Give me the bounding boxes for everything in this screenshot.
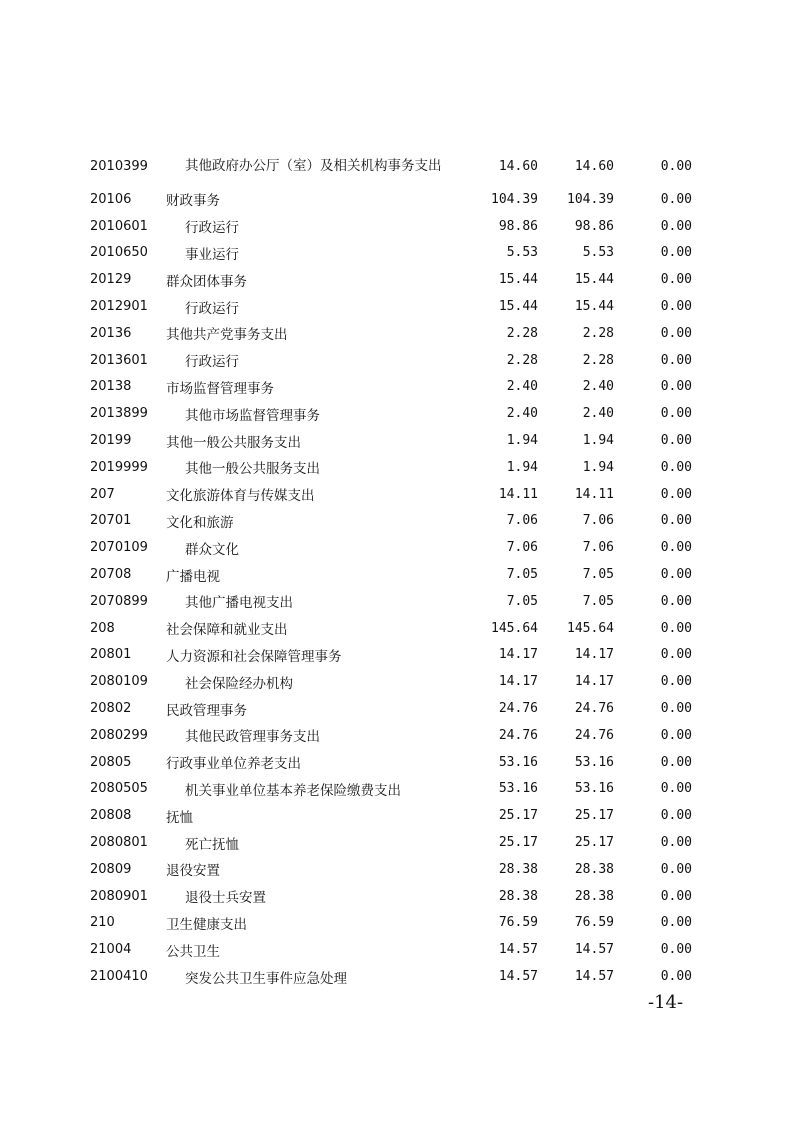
row-code: 2070109 bbox=[90, 540, 148, 556]
table-row bbox=[90, 427, 692, 454]
row-project: 0.00 bbox=[660, 969, 692, 984]
row-name: 群众文化 bbox=[185, 541, 239, 558]
row-name: 社会保障和就业支出 bbox=[166, 622, 288, 639]
row-total: 7.06 bbox=[506, 513, 538, 529]
row-project: 0.00 bbox=[660, 191, 692, 207]
row-code: 208 bbox=[90, 620, 115, 636]
row-basic: 14.11 bbox=[574, 486, 614, 502]
row-code: 20808 bbox=[90, 808, 132, 824]
row-name: 其他政府办公厅（室）及相关机构事务支出 bbox=[185, 158, 442, 174]
row-basic: 28.38 bbox=[574, 861, 614, 877]
row-name: 行政运行 bbox=[185, 354, 239, 371]
row-project: 0.00 bbox=[660, 540, 692, 556]
row-project: 0.00 bbox=[660, 325, 692, 341]
row-total: 2.28 bbox=[506, 325, 538, 341]
row-total: 24.76 bbox=[498, 701, 538, 717]
table-row bbox=[90, 910, 692, 937]
row-total: 53.16 bbox=[498, 781, 538, 797]
table-row bbox=[90, 829, 692, 856]
row-project: 0.00 bbox=[660, 379, 692, 395]
row-project: 0.00 bbox=[660, 647, 692, 663]
row-name: 财政事务 bbox=[166, 193, 220, 210]
table-row bbox=[90, 588, 692, 615]
row-code: 21004 bbox=[90, 942, 132, 958]
row-project: 0.00 bbox=[660, 352, 692, 368]
table-row bbox=[90, 293, 692, 320]
row-code: 2080901 bbox=[90, 888, 148, 904]
page-number: -14- bbox=[648, 992, 684, 1013]
row-name: 退役安置 bbox=[166, 863, 220, 880]
row-total: 14.57 bbox=[498, 942, 538, 958]
row-project: 0.00 bbox=[660, 915, 692, 931]
row-project: 0.00 bbox=[660, 459, 692, 475]
table-row bbox=[90, 347, 692, 374]
row-basic: 15.44 bbox=[574, 299, 614, 315]
row-project: 0.00 bbox=[660, 701, 692, 717]
row-total: 98.86 bbox=[498, 218, 538, 234]
row-total: 5.53 bbox=[506, 245, 538, 261]
row-name: 行政事业单位养老支出 bbox=[166, 756, 301, 773]
row-basic: 7.05 bbox=[582, 593, 614, 609]
row-name: 其他市场监督管理事务 bbox=[185, 407, 320, 424]
row-code: 2010399 bbox=[90, 158, 148, 174]
row-name: 其他共产党事务支出 bbox=[166, 327, 288, 344]
row-code: 20129 bbox=[90, 272, 132, 288]
row-basic: 14.60 bbox=[574, 158, 614, 174]
row-code: 20136 bbox=[90, 325, 132, 341]
row-name: 公共卫生 bbox=[166, 943, 220, 960]
row-project: 0.00 bbox=[660, 593, 692, 609]
row-name: 文化旅游体育与传媒支出 bbox=[166, 488, 315, 505]
table-row bbox=[90, 320, 692, 347]
row-total: 7.06 bbox=[506, 540, 538, 556]
row-name: 行政运行 bbox=[185, 220, 239, 237]
row-basic: 2.28 bbox=[582, 352, 614, 368]
table-row bbox=[90, 266, 692, 293]
row-basic: 7.06 bbox=[582, 540, 614, 556]
row-name: 文化和旅游 bbox=[166, 514, 234, 531]
row-basic: 1.94 bbox=[582, 459, 614, 475]
row-project: 0.00 bbox=[660, 486, 692, 502]
row-project: 0.00 bbox=[660, 808, 692, 824]
row-project: 0.00 bbox=[660, 835, 692, 851]
expenditure-table-body bbox=[90, 146, 692, 990]
row-project: 0.00 bbox=[660, 567, 692, 583]
row-project: 0.00 bbox=[660, 754, 692, 770]
row-project: 0.00 bbox=[660, 299, 692, 315]
row-code: 2080109 bbox=[90, 674, 148, 690]
row-code: 2019999 bbox=[90, 459, 148, 475]
row-code: 2080505 bbox=[90, 781, 148, 797]
row-project: 0.00 bbox=[660, 861, 692, 877]
table-row bbox=[90, 561, 692, 588]
table-row bbox=[90, 454, 692, 481]
row-basic: 53.16 bbox=[574, 754, 614, 770]
row-project: 0.00 bbox=[660, 888, 692, 904]
row-basic: 14.57 bbox=[574, 969, 614, 984]
row-basic: 2.40 bbox=[582, 379, 614, 395]
row-total: 14.60 bbox=[498, 158, 538, 174]
row-code: 2010650 bbox=[90, 245, 148, 261]
row-code: 20138 bbox=[90, 379, 132, 395]
row-total: 14.17 bbox=[498, 674, 538, 690]
row-basic: 5.53 bbox=[582, 245, 614, 261]
row-code: 2080801 bbox=[90, 835, 148, 851]
row-total: 145.64 bbox=[491, 620, 538, 636]
row-code: 20106 bbox=[90, 191, 132, 207]
row-name: 广播电视 bbox=[166, 568, 220, 585]
table-row bbox=[90, 749, 692, 776]
row-code: 2080299 bbox=[90, 727, 148, 743]
row-total: 25.17 bbox=[498, 808, 538, 824]
row-total: 15.44 bbox=[498, 272, 538, 288]
row-basic: 24.76 bbox=[574, 727, 614, 743]
row-code: 210 bbox=[90, 915, 115, 931]
row-code: 20708 bbox=[90, 567, 132, 583]
row-name: 人力资源和社会保障管理事务 bbox=[166, 648, 342, 665]
row-code: 2013899 bbox=[90, 406, 148, 422]
table-row bbox=[90, 695, 692, 722]
row-total: 14.11 bbox=[498, 486, 538, 502]
row-name: 机关事业单位基本养老保险缴费支出 bbox=[185, 782, 401, 799]
row-code: 20802 bbox=[90, 701, 132, 717]
row-project: 0.00 bbox=[660, 406, 692, 422]
row-basic: 145.64 bbox=[567, 620, 614, 636]
row-project: 0.00 bbox=[660, 245, 692, 261]
row-project: 0.00 bbox=[660, 942, 692, 958]
table-row bbox=[90, 668, 692, 695]
table-row bbox=[90, 374, 692, 401]
row-basic: 15.44 bbox=[574, 272, 614, 288]
row-name: 事业运行 bbox=[185, 246, 239, 263]
row-basic: 2.40 bbox=[582, 406, 614, 422]
table-row bbox=[90, 213, 692, 240]
row-code: 207 bbox=[90, 486, 115, 502]
row-project: 0.00 bbox=[660, 781, 692, 797]
row-name: 群众团体事务 bbox=[166, 273, 247, 290]
table-row bbox=[90, 722, 692, 749]
table-row bbox=[90, 615, 692, 642]
table-row bbox=[90, 400, 692, 427]
row-total: 1.94 bbox=[506, 459, 538, 475]
row-basic: 1.94 bbox=[582, 433, 614, 449]
row-project: 0.00 bbox=[660, 620, 692, 636]
table-row bbox=[90, 186, 692, 213]
row-total: 28.38 bbox=[498, 888, 538, 904]
table-row bbox=[90, 936, 692, 963]
row-code: 20701 bbox=[90, 513, 132, 529]
row-project: 0.00 bbox=[660, 158, 692, 174]
row-name: 其他民政管理事务支出 bbox=[185, 729, 320, 746]
row-total: 14.57 bbox=[498, 969, 538, 984]
row-basic: 25.17 bbox=[574, 835, 614, 851]
row-code: 20801 bbox=[90, 647, 132, 663]
row-total: 2.28 bbox=[506, 352, 538, 368]
table-row bbox=[90, 240, 692, 267]
row-name: 民政管理事务 bbox=[166, 702, 247, 719]
row-total: 24.76 bbox=[498, 727, 538, 743]
table-row bbox=[90, 146, 692, 186]
table-row bbox=[90, 642, 692, 669]
row-basic: 14.17 bbox=[574, 647, 614, 663]
expenditure-table bbox=[90, 146, 692, 990]
row-basic: 25.17 bbox=[574, 808, 614, 824]
row-basic: 2.28 bbox=[582, 325, 614, 341]
row-basic: 14.57 bbox=[574, 942, 614, 958]
table-row bbox=[90, 856, 692, 883]
row-name: 退役士兵安置 bbox=[185, 890, 266, 907]
row-name: 死亡抚恤 bbox=[185, 836, 239, 853]
row-name: 社会保险经办机构 bbox=[185, 675, 293, 692]
row-project: 0.00 bbox=[660, 272, 692, 288]
row-name: 行政运行 bbox=[185, 300, 239, 317]
row-code: 20805 bbox=[90, 754, 132, 770]
row-total: 2.40 bbox=[506, 379, 538, 395]
row-basic: 76.59 bbox=[574, 915, 614, 931]
row-name: 其他一般公共服务支出 bbox=[166, 434, 301, 451]
row-basic: 98.86 bbox=[574, 218, 614, 234]
row-basic: 7.06 bbox=[582, 513, 614, 529]
row-basic: 28.38 bbox=[574, 888, 614, 904]
row-total: 7.05 bbox=[506, 593, 538, 609]
row-total: 104.39 bbox=[491, 191, 538, 207]
row-total: 76.59 bbox=[498, 915, 538, 931]
row-basic: 53.16 bbox=[574, 781, 614, 797]
table-row bbox=[90, 802, 692, 829]
row-project: 0.00 bbox=[660, 674, 692, 690]
row-basic: 24.76 bbox=[574, 701, 614, 717]
row-code: 2010601 bbox=[90, 218, 148, 234]
row-total: 14.17 bbox=[498, 647, 538, 663]
table-row bbox=[90, 776, 692, 803]
row-name: 其他广播电视支出 bbox=[185, 595, 293, 612]
table-row bbox=[90, 534, 692, 561]
row-project: 0.00 bbox=[660, 433, 692, 449]
row-basic: 7.05 bbox=[582, 567, 614, 583]
row-total: 28.38 bbox=[498, 861, 538, 877]
row-code: 2100410 bbox=[90, 969, 148, 984]
row-total: 25.17 bbox=[498, 835, 538, 851]
table-row bbox=[90, 508, 692, 535]
row-total: 1.94 bbox=[506, 433, 538, 449]
row-code: 20199 bbox=[90, 433, 132, 449]
row-name: 市场监督管理事务 bbox=[166, 380, 274, 397]
row-name: 突发公共卫生事件应急处理 bbox=[185, 970, 347, 987]
row-code: 2013601 bbox=[90, 352, 148, 368]
row-project: 0.00 bbox=[660, 513, 692, 529]
row-name: 其他一般公共服务支出 bbox=[185, 461, 320, 478]
table-row bbox=[90, 481, 692, 508]
row-code: 20809 bbox=[90, 861, 132, 877]
row-name: 卫生健康支出 bbox=[166, 916, 247, 933]
row-project: 0.00 bbox=[660, 727, 692, 743]
row-basic: 104.39 bbox=[567, 191, 614, 207]
table-row bbox=[90, 963, 692, 990]
row-code: 2070899 bbox=[90, 593, 148, 609]
row-total: 7.05 bbox=[506, 567, 538, 583]
table-row bbox=[90, 883, 692, 910]
row-code: 2012901 bbox=[90, 299, 148, 315]
row-total: 15.44 bbox=[498, 299, 538, 315]
row-basic: 14.17 bbox=[574, 674, 614, 690]
row-total: 2.40 bbox=[506, 406, 538, 422]
row-name: 抚恤 bbox=[166, 809, 193, 826]
row-total: 53.16 bbox=[498, 754, 538, 770]
row-project: 0.00 bbox=[660, 218, 692, 234]
